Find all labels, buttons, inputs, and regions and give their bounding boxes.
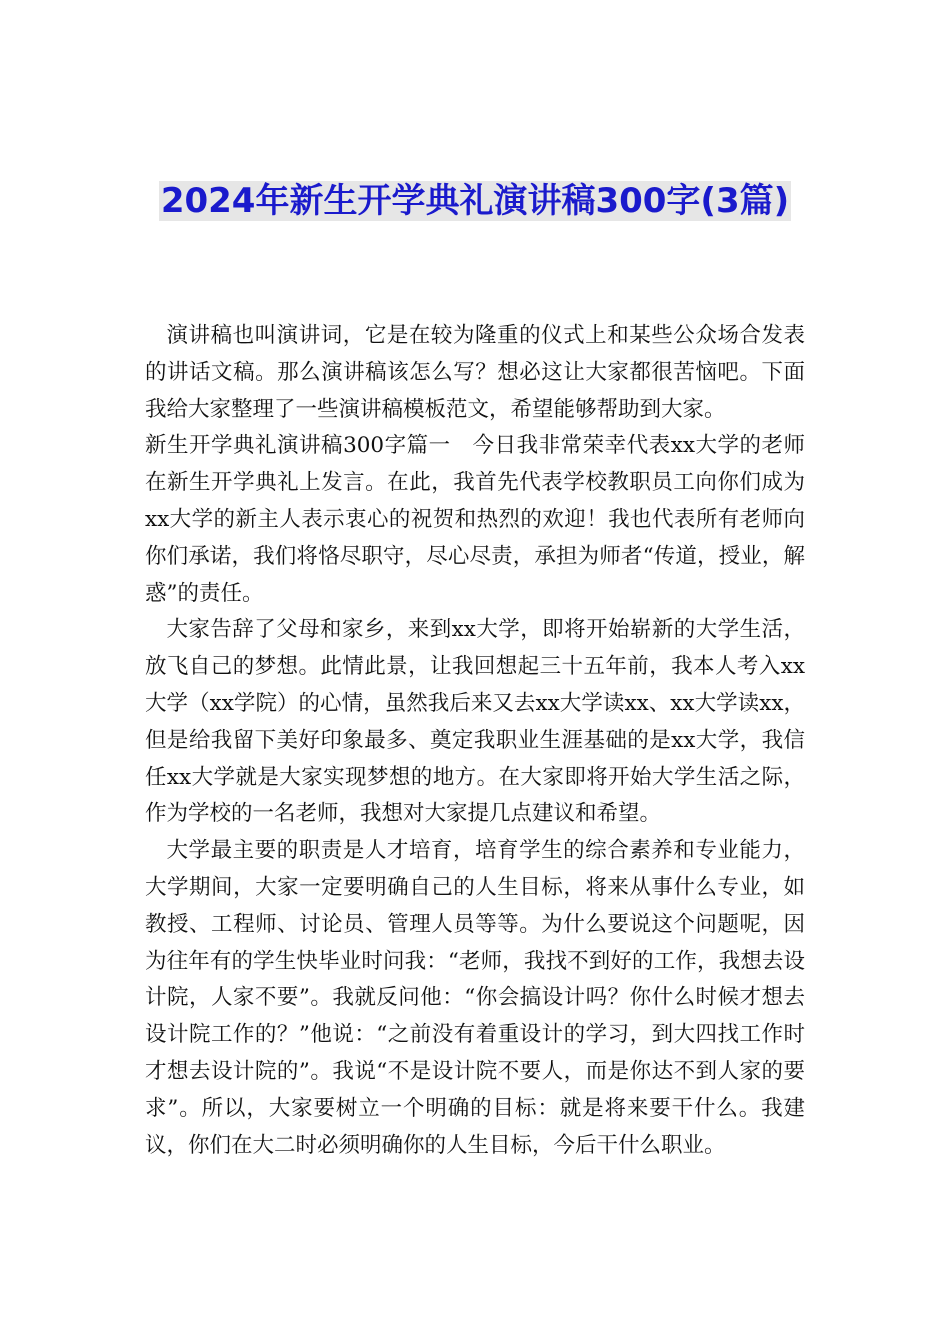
paragraph-speech-opening: 新生开学典礼演讲稿300字篇一 今日我非常荣幸代表xx大学的老师在新生开学典礼上发言。在此，我首先代表学校教职员工向你们成为xx大学的新主人表示衷心的祝贺和热烈的欢迎！我也代表所有老师向你们承诺，我们将恪尽职守，尽心尽责，承担为师者“传道，授业，解惑”的责任。: [145, 433, 805, 606]
paragraph-speech-goals: 大学最主要的职责是人才培育，培育学生的综合素养和专业能力，大学期间，大家一定要明确自己的人生目标，将来从事什么专业，如教授、工程师、讨论员、管理人员等等。为什么要说这个问题呢，因为往年有的学生快毕业时问我：“老师，我找不到好的工作，我想去设计院，人家不要”。我就反问他：“你会搞设计吗？你什么时候才想去设计院工作的？”他说：“之前没有着重设计的学习，到大四找工作时才想去设计院的”。我说“不是设计院不要人，而是你达不到人家的要求”。所以，大家要树立一个明确的目标：就是将来要干什么。我建议，你们在大二时必须明确你的人生目标，今后干什么职业。: [145, 838, 805, 1158]
paragraph-intro: 演讲稿也叫演讲词，它是在较为隆重的仪式上和某些公众场合发表的讲话文稿。那么演讲稿该怎么写？想必这让大家都很苦恼吧。下面我给大家整理了一些演讲稿模板范文，希望能够帮助到大家。: [145, 323, 805, 422]
document-title: 2024年新生开学典礼演讲稿300字(3篇): [160, 181, 790, 221]
document-body: [145, 318, 805, 1164]
paragraph-speech-memories: 大家告辞了父母和家乡，来到xx大学，即将开始崭新的大学生活，放飞自己的梦想。此情此景，让我回想起三十五年前，我本人考入xx大学（xx学院）的心情，虽然我后来又去xx大学读xx、xx大学读xx，但是给我留下美好印象最多、奠定我职业生涯基础的是xx大学，我信任xx大学就是大家实现梦想的地方。在大家即将开始大学生活之际，作为学校的一名老师，我想对大家提几点建议和希望。: [145, 617, 805, 827]
title-block: [150, 178, 800, 224]
